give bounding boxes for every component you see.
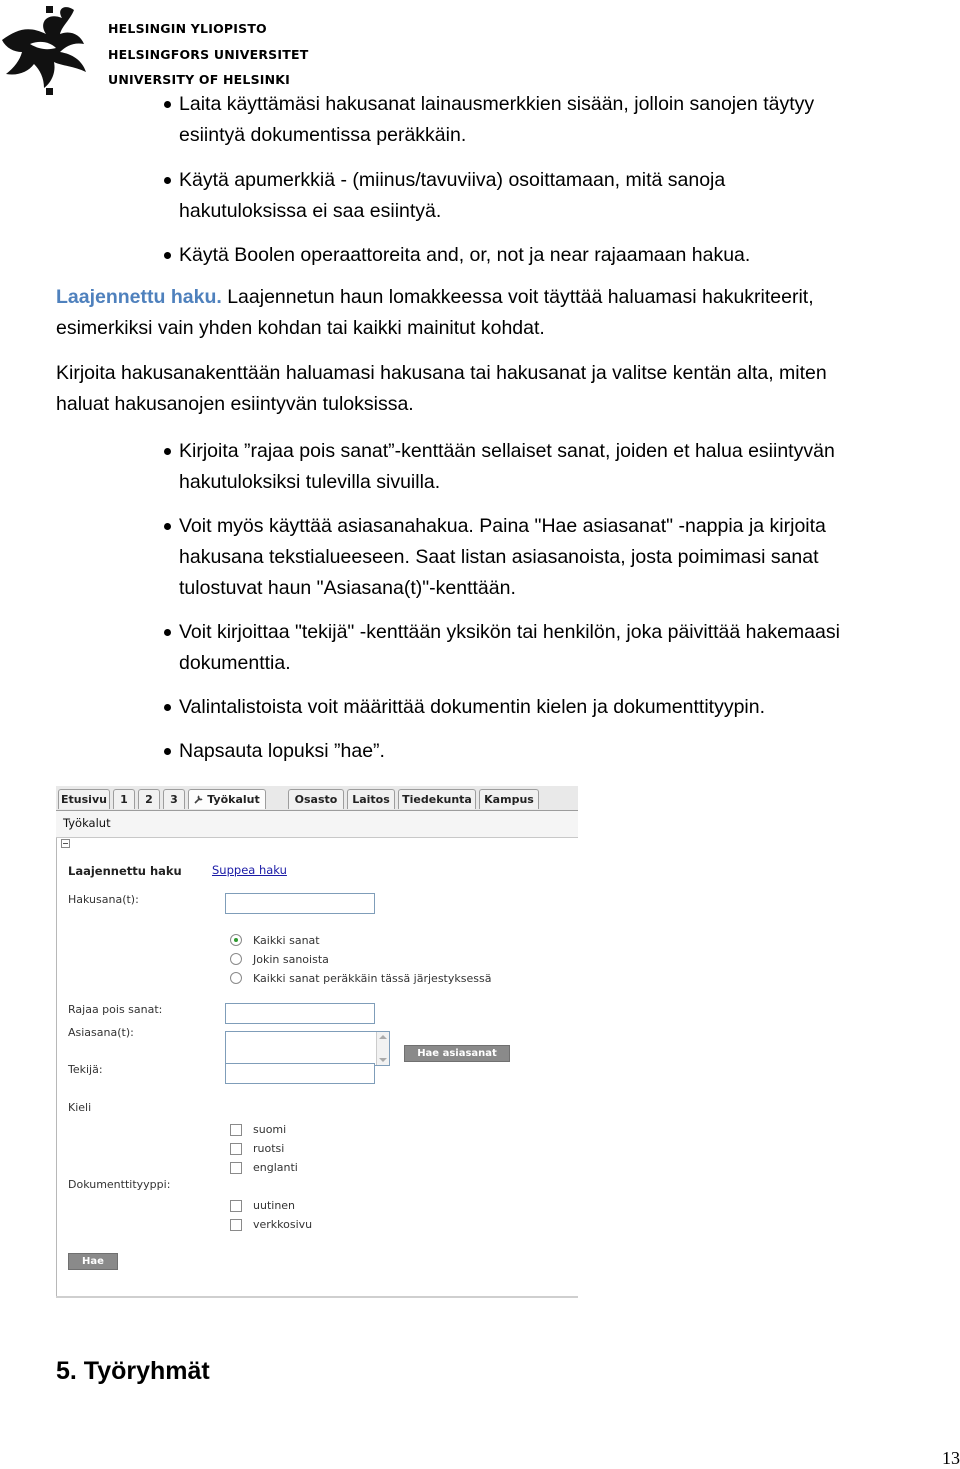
bullet-dot bbox=[164, 704, 171, 711]
advanced-intro bbox=[56, 282, 814, 313]
scroll-down-icon[interactable] bbox=[379, 1058, 387, 1062]
logo-line-sv: HELSINGFORS UNIVERSITET bbox=[108, 47, 309, 62]
flame-icon bbox=[0, 0, 105, 100]
bullet-text: Käytä Boolen operaattoreita and, or, not ja near rajaamaan hakua. bbox=[179, 244, 751, 266]
tab-2[interactable]: 2 bbox=[138, 789, 160, 809]
paragraph-line: haluat hakusanojen esiintyvän tuloksissa. bbox=[56, 393, 414, 415]
checkbox-label: uutinen bbox=[253, 1199, 296, 1212]
advanced-heading: Laajennettu haku. bbox=[56, 286, 222, 308]
bullet-dot bbox=[164, 629, 171, 636]
bullet-text: esiintyä dokumentissa peräkkäin. bbox=[179, 124, 467, 146]
checkbox-label: suomi bbox=[253, 1123, 287, 1136]
radio-all-words[interactable] bbox=[230, 934, 242, 946]
label-tekija: Tekijä: bbox=[68, 1063, 103, 1076]
logo-line-en: UNIVERSITY OF HELSINKI bbox=[108, 72, 291, 87]
simple-search-link[interactable]: Suppea haku bbox=[212, 863, 287, 877]
tab-tiedekunta[interactable]: Tiedekunta bbox=[398, 789, 476, 809]
label-kieli: Kieli bbox=[68, 1101, 92, 1114]
bullet-text: Napsauta lopuksi ”hae”. bbox=[179, 740, 385, 762]
checkbox-verkkosivu[interactable] bbox=[230, 1219, 242, 1231]
bullet-dot bbox=[164, 748, 171, 755]
bullet-dot bbox=[164, 523, 171, 530]
tab-tyokalut-label: Työkalut bbox=[207, 793, 260, 806]
bullet-dot bbox=[164, 252, 171, 259]
search-words-input[interactable] bbox=[225, 893, 375, 914]
tool-header bbox=[56, 811, 578, 838]
university-logo bbox=[0, 0, 309, 100]
tab-osasto[interactable]: Osasto bbox=[288, 789, 344, 809]
checkbox-englanti[interactable] bbox=[230, 1162, 242, 1174]
bullet-text: Voit myös käyttää asiasanahakua. Paina "Hae asiasanat" -nappia ja kirjoita bbox=[179, 515, 826, 537]
bullet-text: hakutuloksiksi tulevilla sivuilla. bbox=[179, 471, 441, 493]
bullet-text: hakutuloksissa ei saa esiintyä. bbox=[179, 200, 442, 222]
bullet-text: hakusana tekstialueeseen. Saat listan asiasanoista, josta poimimasi sanat bbox=[179, 546, 819, 568]
exclude-words-input[interactable] bbox=[225, 1003, 375, 1024]
checkbox-uutinen[interactable] bbox=[230, 1200, 242, 1212]
radio-label: Jokin sanoista bbox=[253, 953, 329, 966]
label-hakusana: Hakusana(t): bbox=[68, 893, 139, 906]
search-button[interactable]: Hae bbox=[68, 1253, 118, 1270]
bullet-text: dokumenttia. bbox=[179, 652, 291, 674]
section-heading: 5. Työryhmät bbox=[56, 1357, 210, 1385]
label-asiasana: Asiasana(t): bbox=[68, 1026, 134, 1039]
tab-laitos[interactable]: Laitos bbox=[347, 789, 395, 809]
tab-kampus[interactable]: Kampus bbox=[479, 789, 539, 809]
subject-textarea[interactable] bbox=[225, 1031, 390, 1066]
checkbox-label: ruotsi bbox=[253, 1142, 285, 1155]
wrench-icon bbox=[194, 794, 204, 804]
bullet-text: Käytä apumerkkiä - (miinus/tavuviiva) osoittamaan, mitä sanoja bbox=[179, 169, 726, 191]
checkbox-suomi[interactable] bbox=[230, 1124, 242, 1136]
tab-bar bbox=[56, 786, 578, 811]
paragraph-line: Kirjoita hakusanakenttään haluamasi hakusana tai hakusanat ja valitse kentän alta, miten bbox=[56, 362, 827, 384]
advanced-intro-text: Laajennetun haun lomakkeessa voit täyttää haluamasi hakukriteerit, bbox=[221, 286, 814, 308]
bullet-text: Laita käyttämäsi hakusanat lainausmerkkien sisään, jolloin sanojen täytyy bbox=[179, 93, 815, 115]
page-number: 13 bbox=[942, 1448, 960, 1468]
subject-search-button[interactable]: Hae asiasanat bbox=[404, 1045, 510, 1062]
tab-tyokalut[interactable] bbox=[188, 789, 266, 809]
tab-3[interactable]: 3 bbox=[163, 789, 185, 809]
bullet-text: Voit kirjoittaa "tekijä" -kenttään yksikön tai henkilön, joka päivittää hakemaasi bbox=[179, 621, 840, 643]
author-input[interactable] bbox=[225, 1063, 375, 1084]
bullet-text: tulostuvat haun "Asiasana(t)"-kenttään. bbox=[179, 577, 516, 599]
label-doctype: Dokumenttityyppi: bbox=[68, 1178, 171, 1191]
bullet-dot bbox=[164, 101, 171, 108]
bullet-text: Kirjoita ”rajaa pois sanat”-kenttään sellaiset sanat, joiden et halua esiintyvän bbox=[179, 440, 835, 462]
scroll-up-icon[interactable] bbox=[379, 1035, 387, 1039]
radio-any-word[interactable] bbox=[230, 953, 242, 965]
logo-line-fi: HELSINGIN YLIOPISTO bbox=[108, 21, 267, 36]
radio-label: Kaikki sanat peräkkäin tässä järjestyksessä bbox=[253, 972, 492, 985]
bullet-text: Valintalistoista voit määrittää dokumentin kielen ja dokumenttityypin. bbox=[179, 696, 766, 718]
tab-1[interactable]: 1 bbox=[113, 789, 135, 809]
bullet-dot bbox=[164, 177, 171, 184]
checkbox-label: verkkosivu bbox=[253, 1218, 313, 1231]
radio-label: Kaikki sanat bbox=[253, 934, 320, 947]
divider bbox=[56, 1296, 578, 1298]
form-title: Laajennettu haku bbox=[68, 864, 182, 878]
radio-exact-phrase[interactable] bbox=[230, 972, 242, 984]
label-rajaa: Rajaa pois sanat: bbox=[68, 1003, 163, 1016]
bullet-dot bbox=[164, 448, 171, 455]
divider bbox=[56, 786, 57, 1298]
collapse-icon[interactable] bbox=[61, 839, 70, 848]
tab-etusivu[interactable]: Etusivu bbox=[58, 789, 110, 809]
checkbox-ruotsi[interactable] bbox=[230, 1143, 242, 1155]
advanced-intro-line2: esimerkiksi vain yhden kohdan tai kaikki mainitut kohdat. bbox=[56, 317, 545, 339]
advanced-search-screenshot bbox=[56, 786, 578, 1298]
scrollbar[interactable] bbox=[376, 1032, 389, 1065]
checkbox-label: englanti bbox=[253, 1161, 298, 1174]
tool-title: Työkalut bbox=[63, 816, 111, 830]
